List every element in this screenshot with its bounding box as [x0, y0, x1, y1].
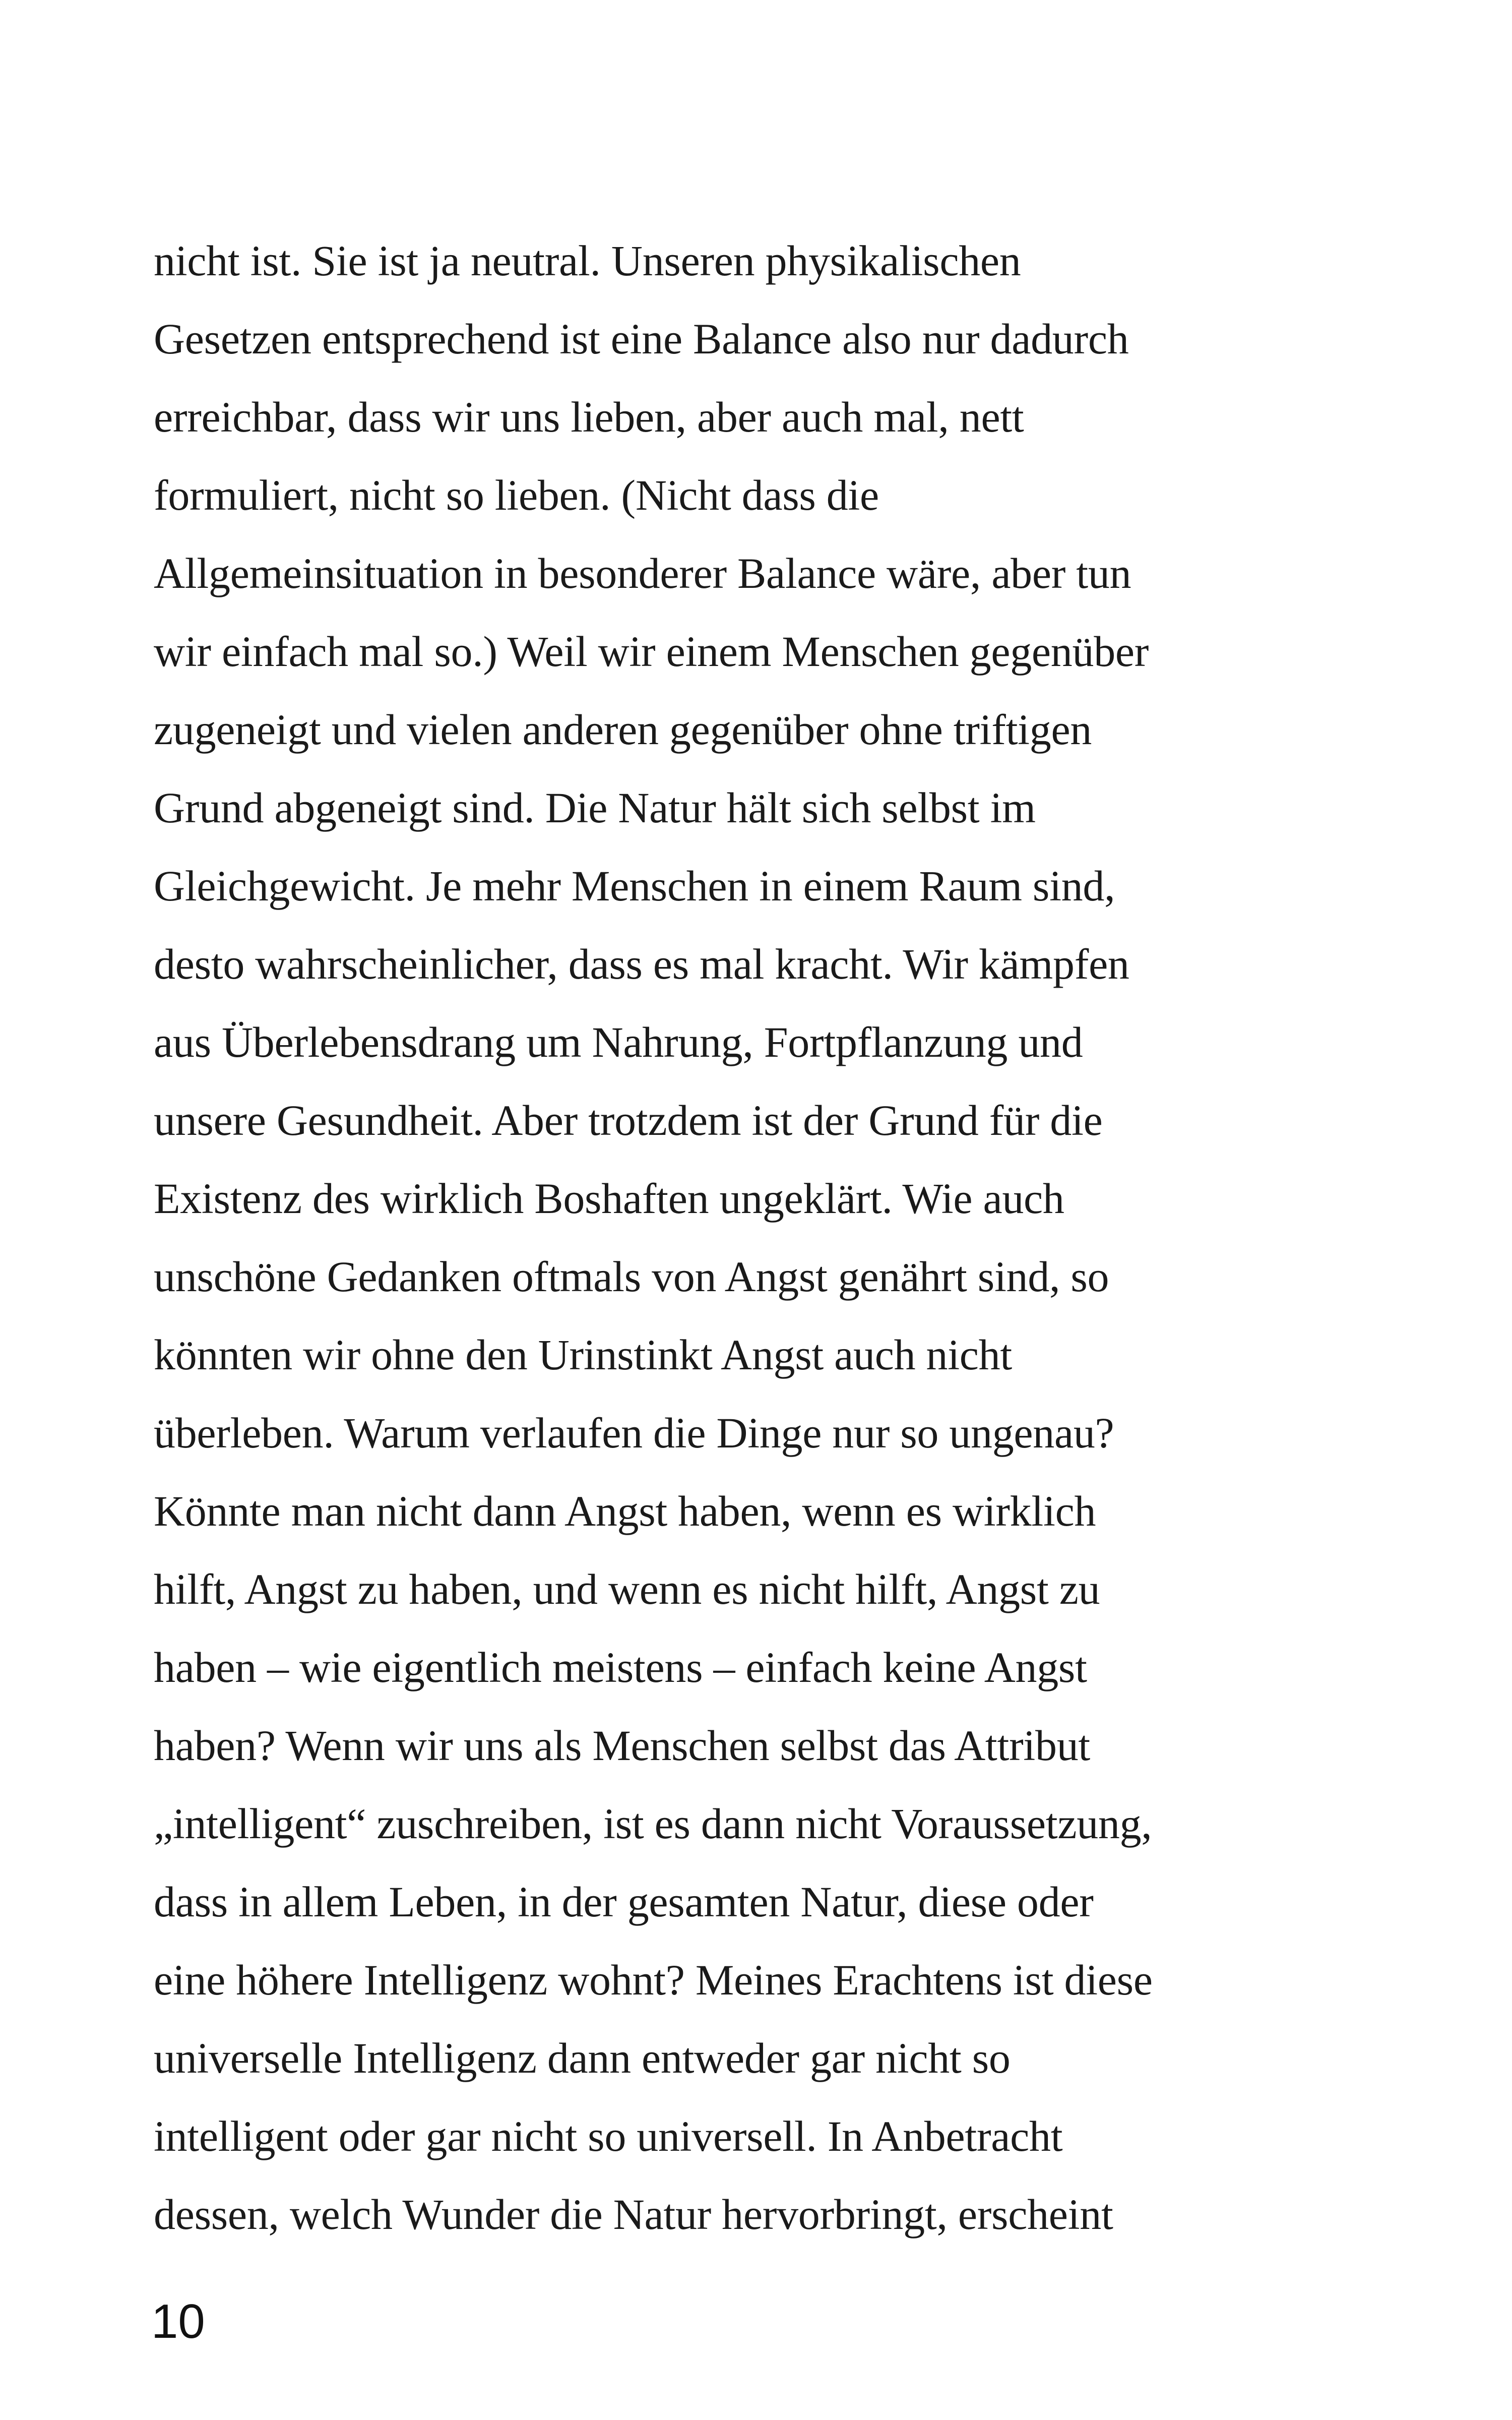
text-line: intelligent oder gar nicht so universell. In Anbetracht — [154, 2112, 1063, 2160]
text-line: unsere Gesundheit. Aber trotzdem ist der Grund für die — [154, 1096, 1103, 1144]
text-line: zugeneigt und vielen anderen gegenüber ohne triftigen — [154, 705, 1092, 754]
text-line: könnten wir ohne den Urinstinkt Angst auch nicht — [154, 1330, 1012, 1379]
text-line: Könnte man nicht dann Angst haben, wenn es wirklich — [154, 1487, 1096, 1535]
page-number: 10 — [151, 2294, 205, 2348]
text-line: dessen, welch Wunder die Natur hervorbringt, erscheint — [154, 2190, 1113, 2238]
text-line: Allgemeinsituation in besonderer Balance wäre, aber tun — [154, 549, 1131, 597]
text-line: „intelligent“ zuschreiben, ist es dann nicht Voraussetzung, — [154, 1799, 1152, 1848]
text-line: formuliert, nicht so lieben. (Nicht dass die — [154, 471, 879, 519]
text-line: Existenz des wirklich Boshaften ungeklärt. Wie auch — [154, 1174, 1064, 1223]
text-line: hilft, Angst zu haben, und wenn es nicht hilft, Angst zu — [154, 1565, 1100, 1613]
text-line: haben – wie eigentlich meistens – einfach keine Angst — [154, 1643, 1087, 1691]
text-line: universelle Intelligenz dann entweder gar nicht so — [154, 2034, 1011, 2082]
text-line: unschöne Gedanken oftmals von Angst genährt sind, so — [154, 1252, 1109, 1301]
text-line: wir einfach mal so.) Weil wir einem Menschen gegenüber — [154, 627, 1149, 676]
text-line: dass in allem Leben, in der gesamten Natur, diese oder — [154, 1878, 1094, 1926]
text-line: Gleichgewicht. Je mehr Menschen in einem Raum sind, — [154, 862, 1115, 910]
text-line: überleben. Warum verlaufen die Dinge nur so ungenau? — [154, 1409, 1114, 1457]
text-line: Gesetzen entsprechend ist eine Balance also nur dadurch — [154, 315, 1129, 363]
text-line: eine höhere Intelligenz wohnt? Meines Erachtens ist diese — [154, 1956, 1153, 2004]
text-line: haben? Wenn wir uns als Menschen selbst das Attribut — [154, 1721, 1091, 1770]
body-text — [154, 222, 1404, 2254]
text-line: Grund abgeneigt sind. Die Natur hält sich selbst im — [154, 783, 1036, 832]
text-line: aus Überlebensdrang um Nahrung, Fortpflanzung und — [154, 1018, 1083, 1066]
text-line: nicht ist. Sie ist ja neutral. Unseren physikalischen — [154, 236, 1021, 285]
text-line: erreichbar, dass wir uns lieben, aber auch mal, nett — [154, 393, 1024, 441]
text-line: desto wahrscheinlicher, dass es mal kracht. Wir kämpfen — [154, 940, 1129, 988]
